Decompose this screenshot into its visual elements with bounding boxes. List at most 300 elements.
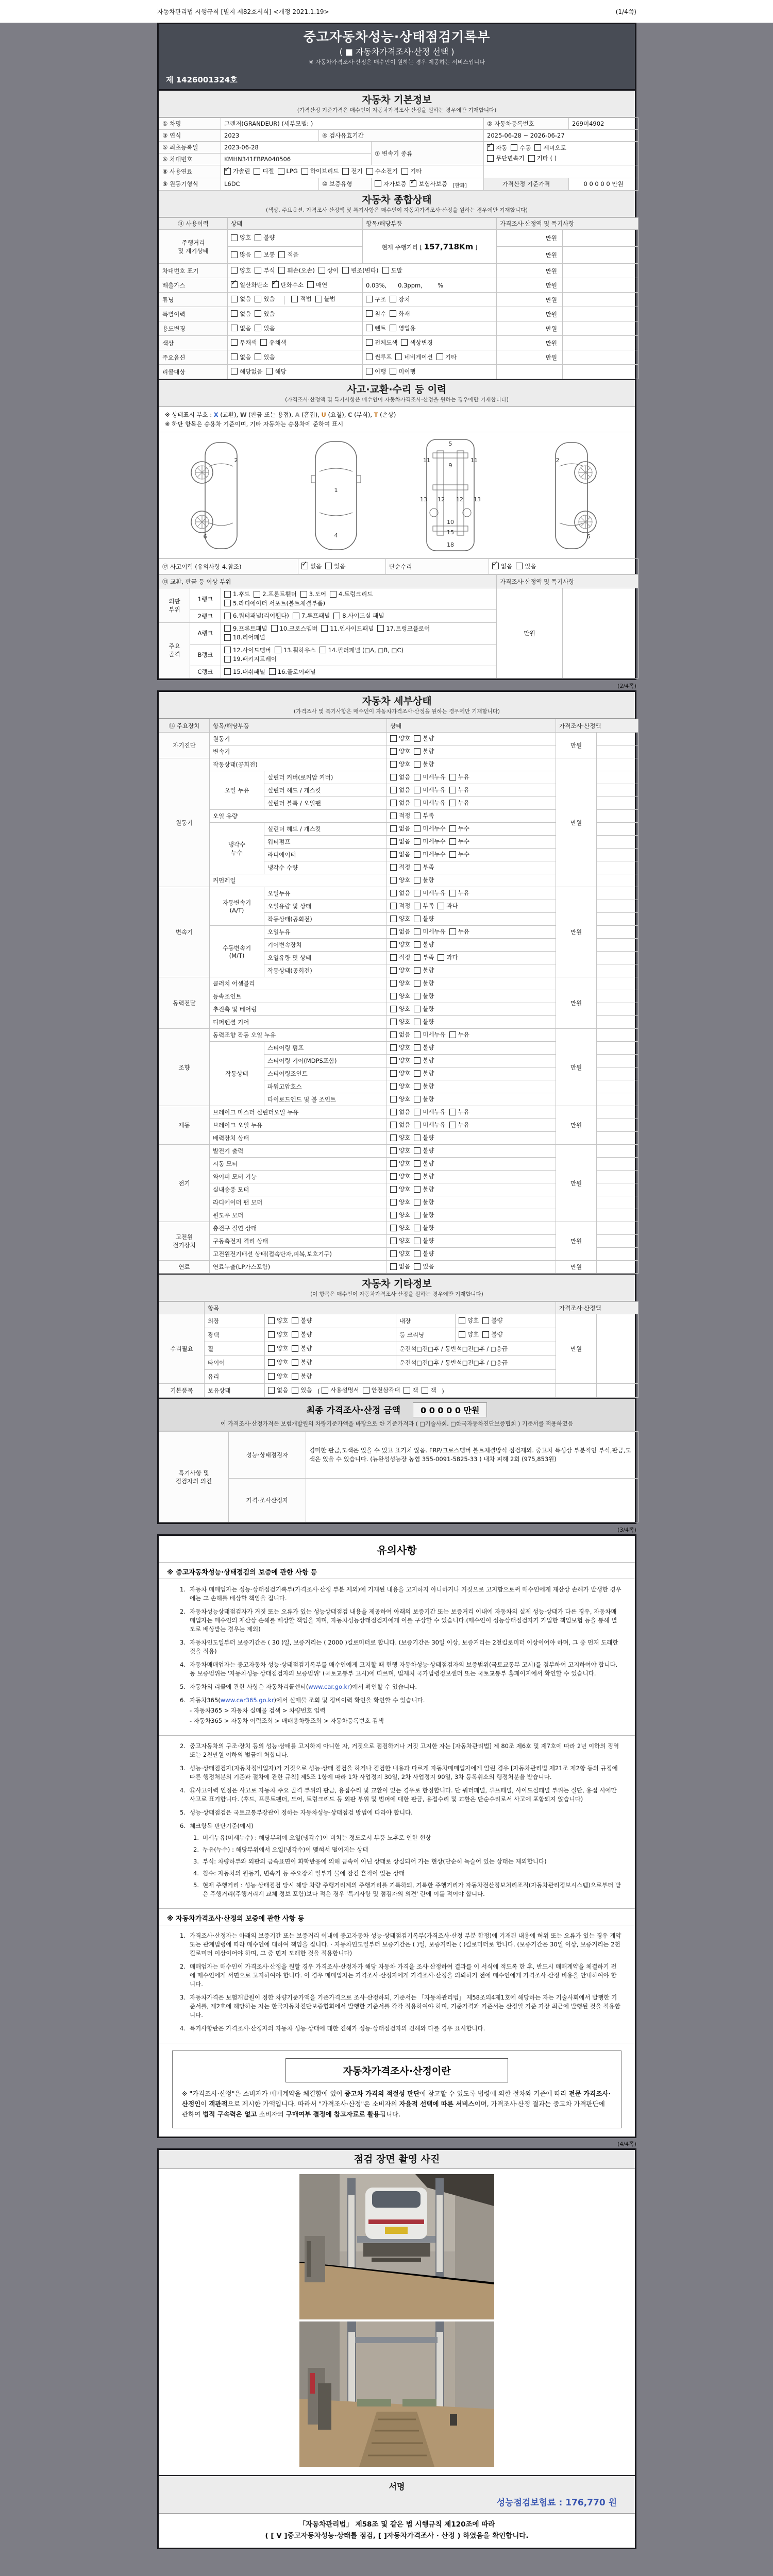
- device-label: 고전원 전기장치: [159, 1222, 210, 1261]
- base-price-value: 0 0 0 0 0 만원: [569, 178, 638, 191]
- checkbox-option[interactable]: 불량: [414, 1069, 434, 1077]
- checkbox-option[interactable]: 양호: [390, 1043, 410, 1052]
- checkbox-option[interactable]: 유채색: [260, 338, 286, 347]
- checkbox-option[interactable]: 12.사이드멤버: [224, 646, 271, 654]
- checkbox-option[interactable]: 없음: [231, 353, 251, 361]
- checkbox-option[interactable]: 누유: [449, 786, 469, 794]
- usage-row-label: 주행거리 및 계기상태: [159, 230, 228, 264]
- checkbox-option[interactable]: 10.크로스멤버: [271, 624, 318, 633]
- confirmation-line-1: 「자동차관리법」 제58조 및 같은 법 시행규칙 제120조에 따라: [298, 2520, 495, 2529]
- checkbox-option[interactable]: 불량: [414, 876, 434, 884]
- checkbox-option[interactable]: 화재: [390, 310, 410, 318]
- state-options: [387, 1158, 556, 1171]
- checkbox-option[interactable]: 잭: [422, 1386, 436, 1394]
- field-label: ① 차명: [159, 118, 221, 130]
- section-etc-note: (이 항목은 매수인이 자동차가격조사·산정을 원하는 경우에만 기재합니다): [310, 1291, 483, 1297]
- checkbox-option[interactable]: 누유: [449, 1121, 469, 1129]
- checkbox-option[interactable]: 불량: [414, 1018, 434, 1026]
- usage-row-label: 튜닝: [159, 293, 228, 307]
- checkbox-option[interactable]: 양호: [459, 1330, 479, 1338]
- insurance-fee: 성능점검보험료 : 176,770 원: [496, 2498, 617, 2508]
- page-marker-2: (2/4쪽): [617, 683, 636, 689]
- checkbox-option[interactable]: 세미오토: [534, 144, 566, 152]
- page-4: [157, 2148, 636, 2549]
- state-options: [387, 1016, 556, 1029]
- checkbox-option[interactable]: 디젤: [254, 167, 274, 175]
- checkbox-option[interactable]: 사용설명서: [322, 1386, 359, 1394]
- checkbox-option[interactable]: 9.프론트패널: [224, 624, 267, 633]
- checkbox-option[interactable]: 많음: [231, 250, 251, 259]
- checkbox-option[interactable]: 11.인사이드패널: [321, 624, 374, 633]
- usage-row-label: 용도변경: [159, 321, 228, 336]
- item-label: 오일유량 및 상태: [264, 952, 387, 964]
- checkbox-option[interactable]: 양호: [390, 1249, 410, 1258]
- checkbox-option[interactable]: 불량: [414, 1159, 434, 1167]
- checkbox-option[interactable]: 적정: [390, 953, 410, 961]
- checkbox-option[interactable]: 매연: [307, 281, 327, 289]
- item-label: 디퍼렌셜 기어: [210, 1016, 387, 1029]
- state-options: [387, 810, 556, 823]
- checkbox-option[interactable]: 16.플로어패널: [269, 668, 316, 676]
- accident-history-label: ⑫ 사고이력 (유의사항 4.참조): [159, 559, 298, 574]
- checkbox-option[interactable]: 기타 ( ): [528, 154, 557, 162]
- checkbox-option[interactable]: 전기: [342, 167, 362, 175]
- item-label: 클러치 어셈블리: [210, 977, 387, 990]
- checkbox-option[interactable]: 불량: [292, 1316, 312, 1325]
- checkbox-option[interactable]: 전체도색: [366, 338, 397, 347]
- checkbox-option[interactable]: 8.사이드실 패널: [333, 612, 384, 620]
- checkbox-option[interactable]: 누유: [449, 799, 469, 807]
- page-marker-4: (4/4쪽): [617, 2141, 636, 2147]
- checkbox-option[interactable]: 양호: [231, 233, 251, 242]
- checkbox-option[interactable]: 구조: [366, 295, 386, 303]
- checkbox-option[interactable]: 불량: [414, 1211, 434, 1219]
- checkbox-option[interactable]: 1.후드: [224, 590, 250, 598]
- checkbox-option[interactable]: 18.리어패널: [224, 633, 265, 641]
- checkbox-option[interactable]: 무채색: [231, 338, 257, 347]
- checkbox-option[interactable]: 없음: [268, 1386, 288, 1394]
- checkbox-option[interactable]: 양호: [459, 1316, 479, 1325]
- checkbox-option[interactable]: 2.프론트휀더: [254, 590, 297, 598]
- detail-state-table: ⑭ 주요장치 항목/해당부품 상태 가격조사·산정액 자기진단 원동기 양호 불량 만원 변속기 양호 불량 원동기 작동상태(공회전) 양호 불량 만원 오일 누유 실린더 커버(로커암 커버) 없음 미세누유 누유 실린더 헤드 / 개스킷 없음 미세누유 누유 실린더 블록 / 오일팬 없음 미세누유 누유 오일 유량 적정 부족 냉각수 누수 실린더 헤드 / 개스킷 없음 미세누수 누수 워터펌프 없음 미세누수 누수 라디에이터 없음 미세누수 누수 냉각수 수량 적정 부족 커먼레일 양호 불량 변속기 자동변속기 (A/T) 오일누유 없음 미세누유 누유 만원 오일유량 및 상태 적정 부족 과다 작동상태(공회전) 양호 불량 수동변속기 (M/T) 오일누유 없음 미세누유 누유 기어변속장치 양호 불량 오일유량 및 상태 적정 부족 과다 작동상태(공회전) 양호 불량 동력전달 클러치 어셈블리 양호 불량 만원 등속조인트 양호 불량 추진축 및 베어링 양호 불량 디퍼렌셜 기어 양호 불량 조향 동력조향 작동 오일 누유 없음 미세누유 누유 만원 작동상태 스티어링 펌프 양호 불량 스티어링 기어(MDPS포함) 양호 불량 스티어링조인트 양호 불량 파워고압호스 양호 불량 타이로드엔드 및 볼 조인트 양호 불량 제동 브레이크 마스터 실린더오일 누유 없음 미세누유 누유 만원 브레이크 오일 누유 없음 미세누유 누유 배력장치 상태 양호 불량 전기 발전기 출력 양호 불량 만원 시동 모터 양호 불량 와이퍼 모터 기능 양호 불량 실내송풍 모터 양호 불량 라디에이터 팬 모터 양호 불량 윈도우 모터 양호 불량 고전원 전기장치 충전구 절연 상태 양호 불량 만원 구동축전지 격리 상태 양호 불량 고전원전기배선 상태(접속단자,피복,보호기구) 양호 불량 연료 연료누출(LP가스포함) 없음 있음 만원: [159, 719, 638, 1274]
- checkbox-option[interactable]: 6.쿼터패널(리어휀다): [224, 612, 289, 620]
- price-cell: 만원: [556, 1314, 597, 1384]
- item-label: 실린더 헤드 / 개스킷: [264, 823, 387, 836]
- checkbox-option[interactable]: 없음: [390, 799, 410, 807]
- checkbox-option[interactable]: 양호: [390, 914, 410, 923]
- checkbox-option[interactable]: 없음: [390, 773, 410, 781]
- checkbox-option[interactable]: 불량: [414, 1185, 434, 1193]
- state-options: [387, 1222, 556, 1235]
- panel-rank-label: 2랭크: [190, 610, 221, 623]
- checkbox-option[interactable]: 양호: [390, 979, 410, 987]
- basic-items-options: 없음 있음 ( 사용설명서 안전삼각대 잭 잭 ): [265, 1384, 556, 1398]
- checkbox-option[interactable]: 14.필러패널 (□A, □B, □C): [320, 646, 404, 654]
- checkbox-option[interactable]: 불량: [292, 1344, 312, 1352]
- checkbox-option[interactable]: 없음: [390, 850, 410, 858]
- checkbox-option[interactable]: 양호: [390, 966, 410, 974]
- checkbox-option[interactable]: 미세누수: [414, 824, 445, 833]
- checkbox-option[interactable]: 없음: [390, 927, 410, 936]
- checkbox-option[interactable]: 7.루프패널: [293, 612, 330, 620]
- state-options: [387, 1183, 556, 1196]
- checkbox-option[interactable]: 있음: [255, 295, 275, 303]
- checkbox-option[interactable]: 양호: [390, 1082, 410, 1090]
- checkbox-option[interactable]: 썬루프: [366, 353, 392, 361]
- checkbox-option[interactable]: 있음: [255, 310, 275, 318]
- state-options: [387, 1067, 556, 1080]
- checkbox-option[interactable]: ✓ 보험사보증: [410, 180, 447, 188]
- checkbox-option[interactable]: 부족: [414, 811, 434, 820]
- checkbox-option[interactable]: 불량: [482, 1316, 502, 1325]
- state-options: [387, 849, 556, 861]
- checkbox-option[interactable]: 양호: [390, 1224, 410, 1232]
- checkbox-option[interactable]: ✓ 자동: [487, 144, 507, 152]
- checkbox-option[interactable]: 양호: [390, 1056, 410, 1064]
- checkbox-option[interactable]: 불량: [255, 233, 275, 242]
- checkbox-option[interactable]: 누유: [449, 1030, 469, 1039]
- caution-item: 4. 자동차매매업자는 중고자동차 성능·상태점검기록부를 매수인에게 고지할 때 현행 자동차성능·상태점검자의 보증범위(국토교통부 고시)를 첨부하여 고지하여야 합니다. 동 보증범위는 '자동차성능·상태점검자의 보증범위' (국토교통부 고시)에 따르며, 법제처 국가법령정보센터 또는 국토교통부 홈페이지에서 확인할 수 있습니다.: [180, 1661, 618, 1677]
- checkbox-option[interactable]: 불량: [414, 1095, 434, 1103]
- state-options: [387, 939, 556, 952]
- checkbox-option[interactable]: 불량: [414, 747, 434, 755]
- checkbox-option[interactable]: 양호: [390, 1133, 410, 1142]
- panel-zone-label: 외판 부위: [159, 588, 190, 623]
- checkbox-option[interactable]: 과다: [438, 953, 458, 961]
- state-code: W: [240, 411, 247, 418]
- checkbox-option[interactable]: 양호: [390, 1095, 410, 1103]
- state-options: [387, 745, 556, 758]
- definition-title: 자동차가격조사·산정이란: [285, 2058, 508, 2082]
- checkbox-option[interactable]: 기타: [436, 353, 457, 361]
- checkbox-option[interactable]: 변조(변타): [342, 266, 378, 275]
- url-text[interactable]: www.car.go.kr: [308, 1683, 350, 1690]
- checkbox-option[interactable]: 누유: [449, 889, 469, 897]
- panel-zone-label: 주요 골격: [159, 622, 190, 679]
- checkbox-option[interactable]: 없음: [390, 1030, 410, 1039]
- checkbox-option[interactable]: 불법: [315, 295, 335, 303]
- state-options: [387, 887, 556, 900]
- checkbox-option[interactable]: 불량: [414, 1056, 434, 1064]
- checkbox-option[interactable]: 없음: [390, 786, 410, 794]
- caution-subheader-2: ※ 자동차가격조사·산정의 보증에 관한 사항 등: [159, 1909, 635, 1925]
- checkbox-option[interactable]: 과다: [438, 902, 458, 910]
- checkbox-option[interactable]: 불량: [414, 1236, 434, 1245]
- checkbox-option[interactable]: 적정: [390, 811, 410, 820]
- final-price-label: 최종 가격조사·산정 금액: [306, 1405, 401, 1416]
- checkbox-option[interactable]: 하이브리드: [301, 167, 339, 175]
- state-options: [387, 1196, 556, 1209]
- checkbox-option[interactable]: 누수: [449, 850, 469, 858]
- checkbox-option[interactable]: ✓ 탄화수소: [272, 281, 304, 289]
- panel-table-label: ⑬ 교환, 판금 등 이상 부위: [159, 575, 497, 588]
- panel-items: [221, 588, 497, 610]
- checkbox-option[interactable]: 잭: [404, 1386, 418, 1394]
- diagram-number: 11: [423, 457, 430, 464]
- checkbox-option[interactable]: 양호: [390, 747, 410, 755]
- checkbox-option[interactable]: 있음: [255, 324, 275, 332]
- checkbox-option[interactable]: 미세누유: [414, 1121, 445, 1129]
- checkbox-option[interactable]: 불량: [414, 734, 434, 742]
- usage-row-label: 주요옵션: [159, 350, 228, 365]
- checkbox-option[interactable]: ✓ 없음: [301, 562, 322, 570]
- checkbox-option[interactable]: 이행: [366, 367, 386, 376]
- sub-group-label: 오일 누유: [210, 771, 264, 810]
- checkbox-option[interactable]: 미세누유: [414, 927, 445, 936]
- caution-item: 3. 자동차인도일부터 보증기간은 ( 30 )일, 보증거리는 ( 2000 )킬로미터로 합니다. (보증기간은 30일 이상, 보증거리는 2천킬로미터 이상이어야 하며, 그 중 먼저 도래한 것을 적용): [180, 1639, 618, 1655]
- state-options: [387, 1261, 556, 1274]
- first-reg-value: 2023-06-28: [221, 142, 372, 154]
- document-title-box: [157, 23, 636, 70]
- checkbox-option[interactable]: 양호: [390, 760, 410, 768]
- panel-rank-label: A랭크: [190, 622, 221, 644]
- state-options: [387, 1119, 556, 1132]
- checkbox-option[interactable]: 양호: [390, 992, 410, 1000]
- diagram-number: 11: [470, 457, 478, 464]
- checkbox-option[interactable]: 양호: [268, 1344, 288, 1352]
- checkbox-option[interactable]: 양호: [390, 1005, 410, 1013]
- state-options: [387, 1106, 556, 1119]
- diagram-number: 2: [234, 457, 238, 464]
- checkbox-option[interactable]: 렌트: [366, 324, 386, 332]
- checkbox-option[interactable]: 부족: [414, 902, 434, 910]
- device-label: 전기: [159, 1145, 210, 1222]
- checkbox-option[interactable]: LPG: [278, 167, 298, 175]
- device-label: 조향: [159, 1029, 210, 1106]
- checkbox-option[interactable]: 누수: [449, 824, 469, 833]
- checkbox-option[interactable]: 불량: [414, 914, 434, 923]
- checkbox-option[interactable]: 없음: [390, 1108, 410, 1116]
- checkbox-option[interactable]: 있음: [325, 562, 345, 570]
- checkbox-option[interactable]: 누유: [449, 1108, 469, 1116]
- checkbox-option[interactable]: 무단변속기: [487, 154, 525, 162]
- checkbox-option[interactable]: 양호: [390, 1146, 410, 1155]
- checkbox-option[interactable]: 미이행: [390, 367, 415, 376]
- inspector-opinion-text: 경미한 판금,도색은 있을 수 있고 표기치 않음. FRP/크로스멤버 볼트체결방식 점검제외. 중고차 특성상 부분적인 부식,판금,도색은 있을 수 있습니다. (뉴완성성능장 농협 355-0091-5825-33 ) 내차 피해 2회 (975,853원): [306, 1432, 638, 1479]
- sub-group-label: 작동상태: [210, 1042, 264, 1106]
- checkbox-option[interactable]: 양호: [390, 940, 410, 948]
- checkbox-option[interactable]: 불량: [414, 1224, 434, 1232]
- checkbox-option[interactable]: 적음: [278, 250, 298, 259]
- item-label: 실린더 블록 / 오일팬: [264, 797, 387, 810]
- checkbox-option[interactable]: 없음: [231, 324, 251, 332]
- state-options: [387, 1248, 556, 1261]
- checkbox-option[interactable]: 훼손(오손): [278, 266, 314, 275]
- diagram-number: 2: [556, 457, 560, 464]
- checkbox-option[interactable]: 미세누수: [414, 850, 445, 858]
- checkbox-option[interactable]: 불량: [414, 992, 434, 1000]
- checkbox-option[interactable]: 부족: [414, 863, 434, 871]
- item-label: 추진축 및 베어링: [210, 1003, 387, 1016]
- state-options: [387, 1042, 556, 1055]
- checkbox-option[interactable]: 기타: [401, 167, 422, 175]
- checkbox-option[interactable]: 있음: [255, 353, 275, 361]
- checkbox-option[interactable]: 불량: [414, 1043, 434, 1052]
- checkbox-option[interactable]: 미세누유: [414, 1108, 445, 1116]
- checkbox-option[interactable]: 미세누수: [414, 837, 445, 845]
- section-overall-title: 자동차 종합상태: [362, 194, 432, 206]
- checkbox-option[interactable]: 4.트렁크리드: [330, 590, 373, 598]
- simple-repair-options: [489, 559, 638, 574]
- page-marker-3: (3/4쪽): [617, 1527, 636, 1533]
- checkbox-option[interactable]: 수동: [511, 144, 531, 152]
- item-label: 워터펌프: [264, 836, 387, 849]
- etc-info-table: 항목 가격조사·산정액 수리필요 외장 양호 불량 내장 양호 불량 만원 광택 양호 불량 룸 크리닝 양호 불량 휠 양호 불량 운전석□전□후 / 동반석□전□후 / □응급 타이어 양호 불량 운전석□전□후 / 동반석□전□후 / □응급 유리 양호 불량 기본품목 보유상태 없음 있음 ( 사용설명서 안전삼각대 잭 잭 ): [159, 1301, 638, 1398]
- checkbox-option[interactable]: 양호: [268, 1330, 288, 1338]
- checkbox-option[interactable]: 미세누유: [414, 786, 445, 794]
- checkbox-option[interactable]: ✓ 없음: [492, 562, 512, 570]
- checkbox-option[interactable]: 미세누유: [414, 1030, 445, 1039]
- checkbox-option[interactable]: ✓ 일산화탄소: [231, 281, 268, 289]
- checkbox-option[interactable]: 양호: [268, 1358, 288, 1366]
- state-options: [387, 874, 556, 887]
- url-text[interactable]: www.car365.go.kr: [220, 1697, 274, 1704]
- state-options: [387, 1055, 556, 1067]
- checkbox-option[interactable]: 불량: [414, 1005, 434, 1013]
- checkbox-option[interactable]: 있음: [414, 1262, 434, 1270]
- item-label: 변속기: [210, 745, 387, 758]
- checkbox-option[interactable]: 없음: [390, 1121, 410, 1129]
- checkbox-option[interactable]: 있음: [516, 562, 536, 570]
- checkbox-option[interactable]: 없음: [231, 295, 251, 303]
- checkbox-option[interactable]: 양호: [390, 1069, 410, 1077]
- checkbox-option[interactable]: 안전삼각대: [363, 1386, 400, 1394]
- checkbox-option[interactable]: 불량: [292, 1330, 312, 1338]
- checkbox-option[interactable]: 양호: [268, 1372, 288, 1380]
- section-detail-note: (가격조사 및 특기사항은 매수인이 자동차가격조사·산정을 원하는 경우에만 기재합니다): [293, 708, 500, 715]
- checkbox-option[interactable]: 적정: [390, 863, 410, 871]
- checkbox-option[interactable]: 침수: [366, 310, 386, 318]
- checkbox-option[interactable]: 3.도어: [300, 590, 326, 598]
- checkbox-option[interactable]: 불량: [414, 1198, 434, 1206]
- checkbox-option[interactable]: 17.트렁크플로어: [377, 624, 430, 633]
- caution-list-3: [159, 1925, 635, 2043]
- checkbox-option[interactable]: 없음: [390, 837, 410, 845]
- item-label: 작동상태(공회전): [264, 964, 387, 977]
- item-label: 실린더 커버(로커암 커버): [264, 771, 387, 784]
- checkbox-option[interactable]: 불량: [414, 1249, 434, 1258]
- checkbox-option[interactable]: 누수: [449, 837, 469, 845]
- checkbox-option[interactable]: 불량: [414, 966, 434, 974]
- caution-item: 4. ⑫사고이력 인정은 사고로 자동차 주요 골격 부위의 판금, 용접수리 및 교환이 있는 경우로 한정합니다. 단 쿼터패널, 루프패널, 사이드실패널 부위는 절단, 용접 시에만 사고로 표기합니다. (후드, 프론트펜더, 도어, 트렁크리드 등 외판 부위 및 범퍼에 대한 판금, 용접수리 및 교환은 단순수리로서 사고에 포함되지 않습니다): [180, 1787, 617, 1803]
- checkbox-option[interactable]: 적법: [291, 295, 311, 303]
- checkbox-option[interactable]: 해당없음: [231, 367, 262, 376]
- checkbox-option[interactable]: 영업용: [390, 324, 415, 332]
- document-number: 제 1426001324호: [157, 70, 636, 89]
- checkbox-option[interactable]: 불량: [414, 1146, 434, 1155]
- checkbox-option[interactable]: 양호: [390, 1211, 410, 1219]
- price-cell: 만원: [556, 733, 597, 758]
- repair-label: 수리필요: [159, 1314, 205, 1384]
- checkbox-option[interactable]: 불량: [482, 1330, 502, 1338]
- checkbox-option[interactable]: 19.패키지트레이: [224, 655, 277, 663]
- checkbox-option[interactable]: 15.대쉬패널: [224, 668, 265, 676]
- checkbox-option[interactable]: 네비게이션: [395, 353, 433, 361]
- price-cell: 만원: [556, 1106, 597, 1145]
- checkbox-option[interactable]: 누유: [449, 927, 469, 936]
- item-label: 파워고압호스: [264, 1080, 387, 1093]
- checkbox-option[interactable]: 없음: [390, 1262, 410, 1270]
- inspection-period-value: 2025-06-28 ~ 2026-06-27: [484, 130, 638, 142]
- caution-item: 6. 자동차365(www.car365.go.kr)에서 실매물 조회 및 정비이력 확인을 확인할 수 있습니다. - 자동차365 > 자동차 실매물 검색 > 차량번호 입력 - 자동차365 > 자동차 이력조회 > 매매용차량조회 > 자동차등록번호 검색: [180, 1697, 425, 1724]
- checkbox-option[interactable]: 13.휠하우스: [275, 646, 316, 654]
- checkbox-option[interactable]: 미세누유: [414, 799, 445, 807]
- checkbox-option[interactable]: 해당: [266, 367, 286, 376]
- state-options: [387, 900, 556, 913]
- panel-items: [221, 622, 497, 644]
- checkbox-option[interactable]: 없음: [231, 310, 251, 318]
- state-options: [387, 913, 556, 926]
- checkbox-option[interactable]: 있음: [292, 1386, 312, 1394]
- checkbox-option[interactable]: 불량: [414, 1172, 434, 1180]
- checkbox-option[interactable]: ✓ 가솔린: [224, 167, 250, 175]
- caution-item: 1. 자동차 매매업자는 성능·상태점검기록부(가격조사·산정 부분 제외)에 기재된 내용을 고지하지 아니하거나 거짓으로 고지함으로써 매수인에게 재산상 손해가 발생한 경우에는 그 손해를 배상할 책임을 집니다.: [180, 1586, 621, 1602]
- checkbox-option[interactable]: 불량: [414, 979, 434, 987]
- checkbox-option[interactable]: 불량: [292, 1358, 312, 1366]
- checkbox-option[interactable]: 적정: [390, 902, 410, 910]
- checkbox-option[interactable]: 장치: [390, 295, 410, 303]
- checkbox-option[interactable]: 수소전기: [366, 167, 398, 175]
- checkbox-option[interactable]: 불량: [414, 1133, 434, 1142]
- checkbox-option[interactable]: 양호: [390, 1236, 410, 1245]
- checkbox-option[interactable]: 양호: [390, 1018, 410, 1026]
- checkbox-option[interactable]: 도말: [382, 266, 402, 275]
- checkbox-option[interactable]: 부식: [255, 266, 275, 275]
- state-code: X: [213, 411, 219, 418]
- price-cell: 만원: [556, 887, 597, 977]
- checkbox-option[interactable]: 불량: [414, 1082, 434, 1090]
- checkbox-option[interactable]: 미세누유: [414, 773, 445, 781]
- item-label: 냉각수 수량: [264, 861, 387, 874]
- checkbox-option[interactable]: 미세누유: [414, 889, 445, 897]
- checkbox-option[interactable]: 불량: [292, 1372, 312, 1380]
- checkbox-option[interactable]: 보통: [255, 250, 275, 259]
- diagram-number: 12: [456, 496, 463, 503]
- state-code: C: [348, 411, 352, 418]
- section-accident-title: 사고·교환·수리 등 이력: [347, 384, 447, 395]
- checkbox-option[interactable]: 자가보증: [375, 180, 406, 188]
- item-label: 시동 모터: [210, 1158, 387, 1171]
- checkbox-option[interactable]: 양호: [390, 734, 410, 742]
- section-etc-title: 자동차 기타정보: [362, 1278, 432, 1290]
- overall-state-table: ⑪ 사용이력 상태 항목/해당부품 가격조사·산정액 및 특기사항 주행거리 및 계기상태 양호 불량 현재 주행거리 [ 157,718Km ] 만원 많음 보통 적음 만원 차대번호 표기 양호 부식 훼손(오손) 상이 변조(변타) 도말 만원 배출가스 ✓ 일산화탄소 ✓ 탄화수소 매연 0.03%, 0.3ppm, % 만원 튜닝 없음 있음 적법 불법 구조 장치 만원 특별이력 없음 있음 침수 화재 만원 용도변경 없음 있음 렌트 영업용 만원 색상 무채색 유채색 전체도색 색상변경 만원 주요옵션 없음 있음 썬루프 네비게이션 기타 만원 리콜대상 해당없음 해당 이행 미이행: [159, 217, 638, 379]
- section-accident-history: [159, 379, 635, 407]
- section-detail-state: [159, 692, 635, 719]
- checkbox-option[interactable]: 양호: [390, 1198, 410, 1206]
- checkbox-option[interactable]: 양호: [390, 1185, 410, 1193]
- device-label: 원동기: [159, 758, 210, 887]
- checkbox-option[interactable]: 양호: [268, 1316, 288, 1325]
- checkbox-option[interactable]: 없음: [390, 824, 410, 833]
- diagram-number: 15: [447, 529, 454, 536]
- checkbox-option[interactable]: 상이: [318, 266, 339, 275]
- checkbox-option[interactable]: 누유: [449, 773, 469, 781]
- checkbox-option[interactable]: 양호: [390, 1172, 410, 1180]
- checkbox-option[interactable]: 5.라디에이터 서포트(볼트체결부품): [224, 599, 325, 607]
- checkbox-option[interactable]: 양호: [390, 1159, 410, 1167]
- section-accident-note: (가격조사·산정액 및 특기사항은 매수인이 자동차가격조사·산정을 원하는 경우에만 기재합니다): [285, 397, 509, 403]
- item-label: 기어변속장치: [264, 939, 387, 952]
- appraiser-label: 가격·조사산정자: [229, 1479, 306, 1522]
- checkbox-option[interactable]: 불량: [414, 760, 434, 768]
- checkbox-option[interactable]: 색상변경: [401, 338, 432, 347]
- field-label: ② 자동차등록번호: [484, 118, 569, 130]
- checkbox-option[interactable]: 부족: [414, 953, 434, 961]
- checkbox-option[interactable]: 양호: [390, 876, 410, 884]
- checkbox-option[interactable]: 양호: [231, 266, 251, 275]
- checkbox-option[interactable]: 불량: [414, 940, 434, 948]
- checkbox-option[interactable]: 없음: [390, 889, 410, 897]
